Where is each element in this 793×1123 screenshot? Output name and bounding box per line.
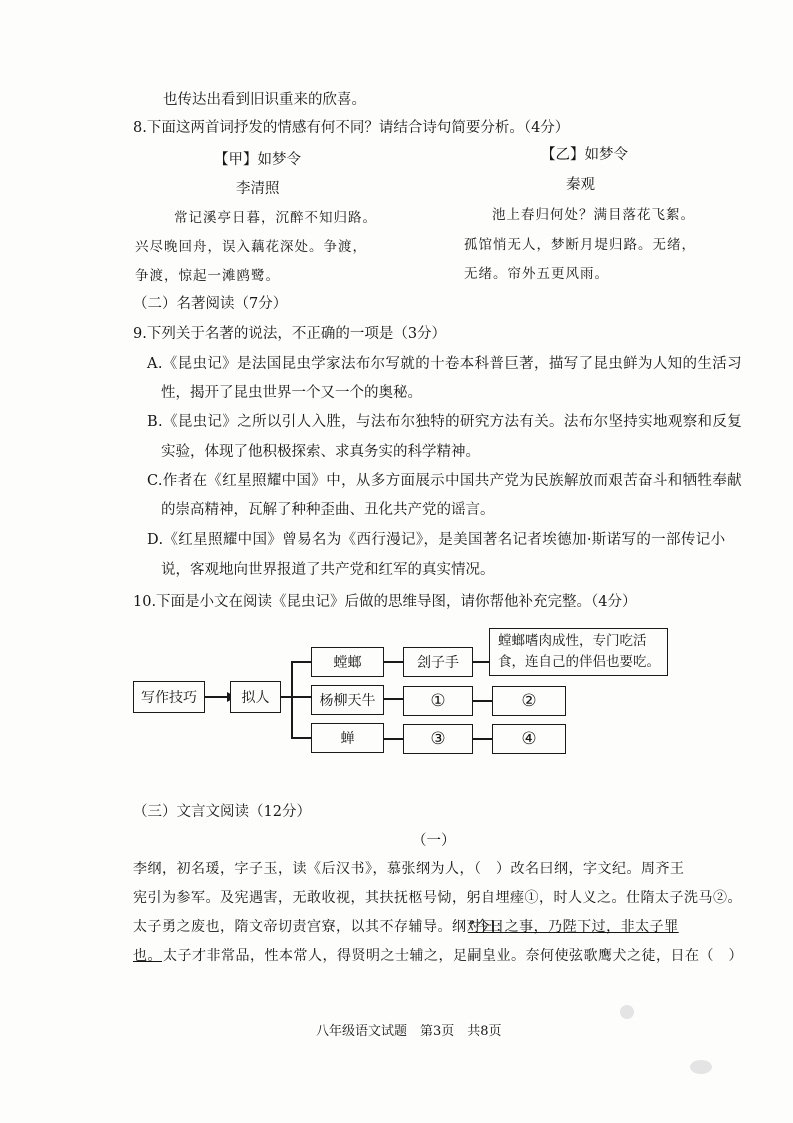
- q9-option-b-cont: 实验，体现了他积极探索、求真务实的科学精神。: [161, 444, 480, 460]
- passage-line: 李纲，初名瑗，字子玉，读《后汉书》，慕张纲为人，（ ）改名曰纲，字文纪。周齐王: [133, 861, 685, 877]
- connector: [204, 696, 228, 698]
- map-blank-marker: ①: [430, 691, 446, 711]
- poem-b-author: 秦观: [566, 177, 595, 193]
- poem-a-line: 常记溪亭日暮，沉醉不知归路。: [174, 210, 377, 226]
- map-answer-blank-3[interactable]: [403, 724, 473, 754]
- poem-b-title: 【乙】如梦令: [541, 147, 628, 163]
- map-trait-node: [403, 647, 473, 677]
- connector: [383, 698, 403, 700]
- map-insect-label: 蝉: [340, 731, 355, 747]
- map-root-node: [133, 681, 205, 713]
- q8-prompt: 8.下面这两首词抒发的情感有何不同？请结合诗句简要分析。（4分）: [133, 120, 570, 136]
- passage-underlined-sentence: “今日之事，乃陛下过，非太子罪: [468, 919, 679, 935]
- passage-heading: （一）: [412, 833, 456, 849]
- map-insect-label: 螳螂: [333, 655, 362, 671]
- q9-option-c: C.作者在《红星照耀中国》中，从多方面展示中国共产党为民族解放而艰苦奋斗和牺牲奉献: [147, 473, 743, 489]
- map-insect-node: [311, 647, 384, 677]
- q9-option-d-cont: 说，客观地向世界报道了共产党和红军的真实情况。: [161, 562, 495, 578]
- passage-line: 宪引为参军。及宪遇害，无敢收视，其扶抚柩号恸，躬自埋瘗①，时人义之。仕隋太子洗马②。: [133, 890, 742, 906]
- connector: [280, 696, 311, 698]
- page-footer: 八年级语文试题 第3页 共8页: [316, 1024, 502, 1039]
- passage-line: 太子勇之废也，隋文帝切责宫寮，以其不存辅导。纲对曰：: [133, 919, 510, 935]
- q9-option-c-cont: 的崇高精神，瓦解了种种歪曲、丑化共产党的谣言。: [161, 502, 495, 518]
- poem-a-title: 【甲】如梦令: [214, 152, 301, 168]
- continuation-line: 也传达出看到旧识重来的欣喜。: [163, 92, 366, 108]
- connector: [291, 661, 293, 738]
- map-root-label: 写作技巧: [141, 690, 197, 706]
- map-insect-node: [311, 723, 384, 753]
- map-note-node: [489, 628, 668, 676]
- map-trait-label: 刽子手: [417, 655, 459, 671]
- connector: [472, 738, 492, 740]
- map-answer-blank-2[interactable]: [492, 686, 566, 716]
- map-insect-label: 杨柳天牛: [319, 693, 376, 709]
- q9-option-b: B.《昆虫记》之所以引人入胜，与法布尔独特的研究方法有关。法布尔坚持实地观察和反复: [147, 414, 743, 430]
- map-blank-marker: ②: [521, 691, 537, 711]
- section-heading: （二）名著阅读（7分）: [133, 296, 288, 312]
- q9-option-a-cont: 性，揭开了昆虫世界一个又一个的奥秘。: [161, 385, 422, 401]
- q9-prompt: 9.下列关于名著的说法，不正确的一项是（3分）: [133, 326, 447, 342]
- connector: [291, 661, 311, 663]
- passage-line: 太子才非常品，性本常人，得贤明之士辅之，足嗣皇业。奈何使弦歌鹰犬之徒，日在（ ）: [163, 948, 743, 964]
- map-answer-blank-1[interactable]: [403, 686, 473, 716]
- poem-a-line: 兴尽晚回舟，误入藕花深处。争渡，: [135, 239, 367, 255]
- connector: [291, 737, 311, 739]
- map-method-node: [230, 681, 281, 713]
- connector: [383, 738, 403, 740]
- poem-a-author: 李清照: [236, 181, 280, 197]
- q9-option-d: D.《红星照耀中国》曾易名为《西行漫记》，是美国著名记者埃德加·斯诺写的一部传记小: [147, 532, 726, 548]
- q9-option-a: A.《昆虫记》是法国昆虫学家法布尔写就的十卷本科普巨著，描写了昆虫鲜为人知的生活习: [147, 356, 742, 372]
- poem-a-line: 争渡，惊起一滩鸥鹭。: [135, 268, 280, 284]
- map-insect-node: [311, 685, 384, 715]
- q10-prompt: 10.下面是小文在阅读《昆虫记》后做的思维导图，请你帮他补充完整。（4分）: [133, 594, 637, 610]
- poem-b-line: 池上春归何处？满目落花飞絮。: [492, 207, 695, 223]
- map-blank-marker: ③: [430, 729, 446, 749]
- map-answer-blank-4[interactable]: [492, 724, 566, 754]
- connector: [472, 661, 490, 663]
- poem-b-line: 无绪。帘外五更风雨。: [464, 266, 609, 282]
- map-method-label: 拟人: [241, 690, 270, 706]
- poem-b-line: 孤馆悄无人，梦断月堤归路。无绪，: [464, 237, 696, 253]
- section-heading: （三）文言文阅读（12分）: [133, 804, 311, 820]
- passage-underlined-sentence-end: 也。: [133, 948, 162, 964]
- scan-mark: [620, 1005, 634, 1019]
- map-blank-marker: ④: [521, 729, 537, 749]
- map-note-line: 食，连自己的伴侣也要吃。: [498, 654, 660, 670]
- scan-mark: [690, 1060, 712, 1074]
- connector: [383, 661, 403, 663]
- connector: [472, 700, 492, 702]
- map-note-line: 螳螂嗜肉成性，专门吃活: [498, 633, 647, 649]
